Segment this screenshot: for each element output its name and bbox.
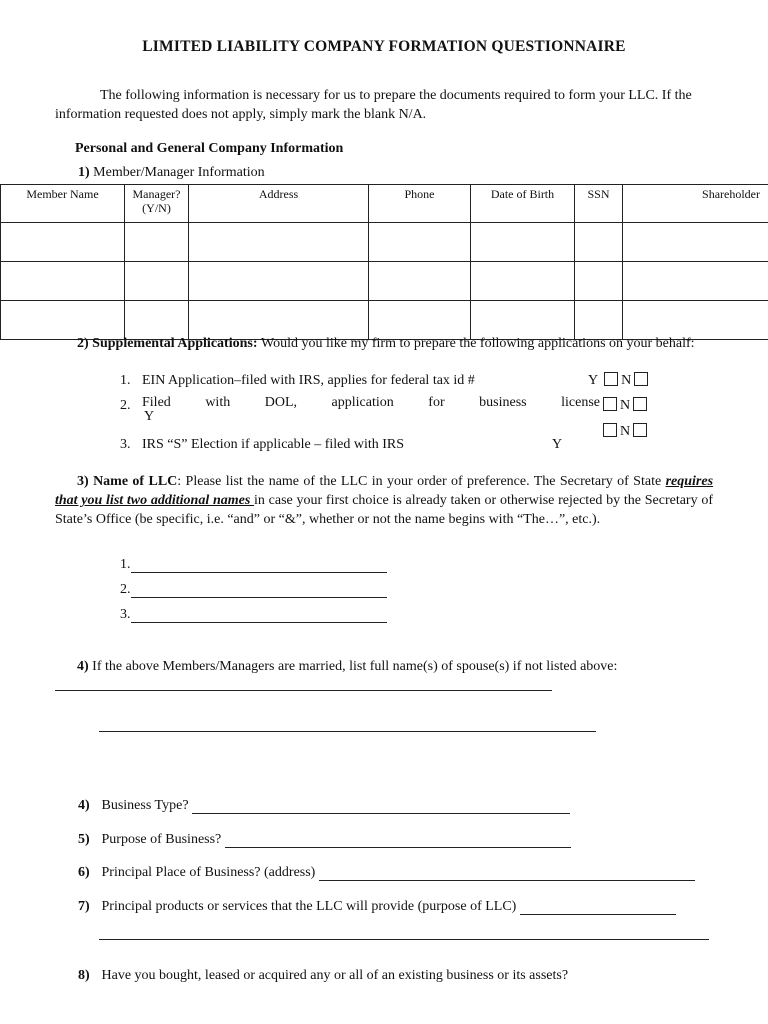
- yes-label: Y: [588, 373, 598, 388]
- q3-text-b: in case your first choice is already taken or otherwise rejected by the Secretary of State’s Office (be specific, i.e. “and” or “&”, whether or not the name begins with “The…”, etc.).: [55, 493, 713, 527]
- intro-paragraph: The following information is necessary for us to prepare the documents required to form your LLC. If the information requested does not apply, simply mark the blank N/A.: [55, 88, 692, 122]
- q3-number: 3): [77, 474, 89, 489]
- products-services-line-2[interactable]: [99, 939, 709, 940]
- yes-checkbox[interactable]: [603, 397, 617, 411]
- q1-label: [78, 165, 265, 181]
- table-cell[interactable]: [125, 223, 189, 262]
- table-cell[interactable]: [125, 262, 189, 301]
- list-item: [120, 437, 580, 453]
- table-cell[interactable]: [575, 262, 623, 301]
- list-number: 3.: [120, 437, 131, 452]
- word: license: [561, 395, 600, 410]
- q1-text: Member/Manager Information: [93, 165, 265, 180]
- list-item: [120, 373, 600, 389]
- table-cell[interactable]: [189, 223, 369, 262]
- col-address: Address: [189, 185, 369, 223]
- word: with: [205, 395, 231, 410]
- table-row: [1, 262, 768, 301]
- s-election-trail: Y: [552, 437, 563, 452]
- list-item: [120, 395, 600, 425]
- col-ssn: SSN: [575, 185, 623, 223]
- ein-application-text: EIN Application–filed with IRS, applies for federal tax id #: [142, 373, 475, 388]
- word: application: [331, 395, 394, 410]
- list-number: 1.: [120, 557, 131, 572]
- table-cell[interactable]: [189, 262, 369, 301]
- q4-number: 4): [78, 798, 90, 813]
- word: business: [479, 395, 527, 410]
- col-phone: Phone: [369, 185, 471, 223]
- list-number: 3.: [120, 607, 131, 622]
- purpose-label: Purpose of Business?: [101, 832, 222, 847]
- llc-name-3-field[interactable]: [131, 608, 387, 623]
- col-date-of-birth: Date of Birth: [471, 185, 575, 223]
- q6-number: 6): [78, 865, 90, 880]
- list-number: 1.: [120, 373, 131, 388]
- q2-text: Would you like my firm to prepare the following applications on your behalf:: [261, 336, 695, 351]
- col-manager: Manager? (Y/N): [125, 185, 189, 223]
- llc-name-2-field[interactable]: [131, 583, 387, 598]
- q3-text-a: : Please list the name of the LLC in your order of preference. The Secretary of State: [177, 474, 666, 489]
- spouse-line-1[interactable]: [55, 690, 552, 691]
- products-services-row: [78, 899, 676, 915]
- llc-name-1: [120, 557, 387, 573]
- q4-spouse-text: If the above Members/Managers are married, list full name(s) of spouse(s) if not listed above:: [92, 659, 618, 674]
- principal-place-label: Principal Place of Business? (address): [101, 865, 316, 880]
- llc-name-2: [120, 582, 387, 598]
- q4-spouse-paragraph: [55, 657, 713, 676]
- list-number: 2.: [120, 582, 131, 597]
- existing-business-label: Have you bought, leased or acquired any or all of an existing business or its assets?: [101, 968, 569, 983]
- products-services-label: Principal products or services that the LLC will provide (purpose of LLC): [101, 899, 517, 914]
- q1-number: 1): [78, 165, 90, 180]
- principal-place-field[interactable]: [319, 866, 695, 881]
- purpose-row: [78, 832, 571, 848]
- no-checkbox[interactable]: [634, 372, 648, 386]
- purpose-field[interactable]: [225, 833, 571, 848]
- no-label: N: [620, 424, 631, 439]
- q3-emphasis: requires that you list two additional names: [55, 474, 714, 508]
- existing-business-row: [78, 968, 568, 984]
- s-election-text: IRS “S” Election if applicable – filed with IRS: [142, 437, 405, 452]
- q3-paragraph: [55, 472, 713, 529]
- table-cell[interactable]: [471, 262, 575, 301]
- table-cell[interactable]: [471, 223, 575, 262]
- q8-number: 8): [78, 968, 90, 983]
- yes-checkbox[interactable]: [603, 423, 617, 437]
- section-heading: Personal and General Company Information: [75, 141, 344, 156]
- dol-wrap-text: Y: [144, 409, 155, 424]
- table-header-row: [1, 185, 768, 223]
- q2-paragraph: [55, 334, 713, 353]
- q2-number: 2): [77, 336, 89, 351]
- list-number: 2.: [120, 398, 131, 413]
- q7-number: 7): [78, 899, 90, 914]
- no-checkbox[interactable]: [633, 397, 647, 411]
- table-cell[interactable]: [369, 262, 471, 301]
- table-row: [1, 223, 768, 262]
- yes-checkbox[interactable]: [604, 372, 618, 386]
- table-cell[interactable]: [1, 223, 125, 262]
- word: DOL,: [264, 395, 298, 410]
- no-label: N: [620, 398, 631, 413]
- products-services-field[interactable]: [520, 900, 676, 915]
- business-type-field[interactable]: [192, 799, 570, 814]
- q3-heading: Name of LLC: [93, 474, 178, 489]
- q2-heading: Supplemental Applications:: [92, 336, 258, 351]
- table-cell[interactable]: [623, 262, 768, 301]
- llc-name-1-field[interactable]: [131, 558, 387, 573]
- document-title: LIMITED LIABILITY COMPANY FORMATION QUESTIONNAIRE: [142, 38, 626, 55]
- member-manager-table: [0, 184, 768, 340]
- principal-place-row: [78, 865, 695, 881]
- word: Filed: [142, 395, 171, 410]
- q4-spouse-number: 4): [77, 659, 89, 674]
- q5-number: 5): [78, 832, 90, 847]
- table-cell[interactable]: [575, 223, 623, 262]
- col-shareholder: Shareholder: [623, 185, 768, 223]
- table-cell[interactable]: [623, 223, 768, 262]
- business-type-row: [78, 798, 570, 814]
- spouse-line-2[interactable]: [99, 731, 596, 732]
- no-checkbox[interactable]: [633, 423, 647, 437]
- no-label: N: [621, 373, 632, 388]
- col-member-name: Member Name: [1, 185, 125, 223]
- llc-name-3: [120, 607, 387, 623]
- table-cell[interactable]: [369, 223, 471, 262]
- table-cell[interactable]: [1, 262, 125, 301]
- business-type-label: Business Type?: [101, 798, 189, 813]
- word: for: [428, 395, 445, 410]
